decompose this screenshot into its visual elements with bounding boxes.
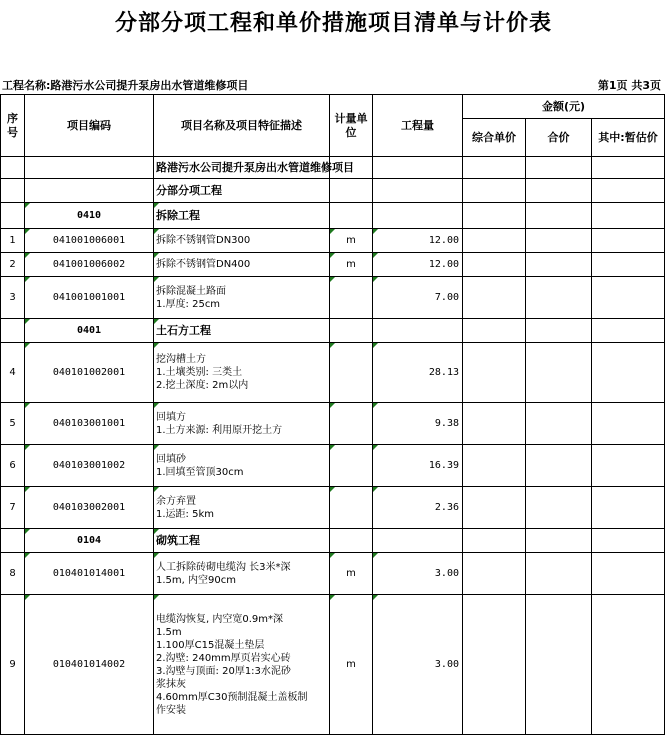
comment-marker-icon (330, 595, 335, 600)
cell-unit-price (463, 203, 526, 229)
comment-marker-icon (154, 529, 159, 534)
description-line: 土石方工程 (156, 324, 211, 337)
cell-total (526, 179, 592, 203)
cell-description (154, 253, 330, 277)
cell-total (526, 487, 592, 529)
description-line: 3.沟壁与顶面: 20厚1:3水泥砂 (156, 665, 291, 677)
table-row (1, 445, 665, 487)
item-code: 040103001001 (52, 418, 126, 429)
cell-code (25, 253, 154, 277)
item-code: 040101002001 (52, 367, 126, 378)
cell-description (154, 179, 330, 203)
cell-unit-price (463, 595, 526, 735)
cell-unit (330, 343, 373, 403)
cell-total (526, 403, 592, 445)
cell-total (526, 229, 592, 253)
table-row (1, 253, 665, 277)
cell-unit (330, 179, 373, 203)
description-line: 2.挖土深度: 2m以内 (156, 380, 249, 391)
comment-marker-icon (373, 343, 378, 348)
cell-seq: 7 (1, 487, 25, 529)
cell-quantity: 12.00 (373, 229, 463, 253)
cell-seq: 4 (1, 343, 25, 403)
cell-total (526, 253, 592, 277)
comment-marker-icon (154, 203, 159, 208)
comment-marker-icon (330, 487, 335, 492)
comment-marker-icon (330, 229, 335, 234)
cell-unit-price (463, 553, 526, 595)
cell-quantity: 3.00 (373, 553, 463, 595)
description-line: 回填方 (156, 411, 186, 423)
description-line: 1.回填至管顶30cm (156, 466, 244, 478)
table-row (1, 529, 665, 553)
comment-marker-icon (25, 229, 30, 234)
cell-provisional (592, 403, 665, 445)
cell-unit-price (463, 229, 526, 253)
cell-quantity (373, 179, 463, 203)
comment-marker-icon (25, 487, 30, 492)
comment-marker-icon (154, 553, 159, 558)
description-line: 1.土方来源: 利用原开挖土方 (156, 424, 283, 436)
cell-quantity: 16.39 (373, 445, 463, 487)
table-row (1, 319, 665, 343)
comment-marker-icon (154, 403, 159, 408)
item-code: 041001006001 (52, 235, 126, 246)
cell-unit-price (463, 157, 526, 179)
comment-marker-icon (373, 229, 378, 234)
cell-unit-price (463, 179, 526, 203)
header-unit-price: 综合单价 (463, 119, 526, 157)
cell-description (154, 487, 330, 529)
cell-provisional (592, 229, 665, 253)
cell-unit (330, 403, 373, 445)
description-line: 作安装 (156, 704, 186, 716)
table-row (1, 553, 665, 595)
cell-provisional (592, 179, 665, 203)
cell-provisional (592, 553, 665, 595)
cell-seq (1, 319, 25, 343)
cell-quantity: 3.00 (373, 595, 463, 735)
cell-seq (1, 203, 25, 229)
description-line: 电缆沟恢复, 内空宽0.9m*深 (156, 613, 284, 625)
cell-description (154, 403, 330, 445)
header-amount: 金额(元) (463, 95, 665, 119)
cell-total (526, 553, 592, 595)
description-line: 1.100厚C15混凝土垫层 (156, 639, 265, 651)
cell-total (526, 445, 592, 487)
comment-marker-icon (373, 553, 378, 558)
cell-seq: 9 (1, 595, 25, 735)
cell-total (526, 277, 592, 319)
cell-code (25, 445, 154, 487)
cell-code (25, 157, 154, 179)
cell-total (526, 529, 592, 553)
cell-description (154, 203, 330, 229)
description-line: 1.5m (156, 626, 182, 638)
cell-description (154, 277, 330, 319)
cell-seq (1, 179, 25, 203)
cell-description (154, 319, 330, 343)
item-code: 0410 (76, 210, 102, 221)
cell-code (25, 179, 154, 203)
table-row (1, 595, 665, 735)
description-line: 1.厚度: 25cm (156, 298, 221, 310)
cell-unit: m (330, 553, 373, 595)
cell-quantity: 2.36 (373, 487, 463, 529)
table-row (1, 403, 665, 445)
description-line: 分部分项工程 (156, 184, 222, 197)
cell-unit (330, 203, 373, 229)
cell-total (526, 319, 592, 343)
cell-unit (330, 277, 373, 319)
header-code: 项目编码 (25, 95, 154, 157)
cell-quantity (373, 157, 463, 179)
header-provisional: 其中:暂估价 (592, 119, 665, 157)
item-code: 010401014002 (52, 659, 126, 670)
comment-marker-icon (154, 595, 159, 600)
cell-code (25, 403, 154, 445)
cell-seq: 8 (1, 553, 25, 595)
description-line: 拆除不锈钢管DN400 (156, 259, 251, 270)
header-total: 合价 (526, 119, 592, 157)
cell-seq: 6 (1, 445, 25, 487)
cell-unit: m (330, 595, 373, 735)
item-code: 0104 (76, 535, 102, 546)
cell-provisional (592, 445, 665, 487)
cell-provisional (592, 319, 665, 343)
comment-marker-icon (154, 277, 159, 282)
cell-seq (1, 529, 25, 553)
cell-quantity (373, 319, 463, 343)
cell-quantity: 9.38 (373, 403, 463, 445)
comment-marker-icon (330, 343, 335, 348)
page-title: 分部分项工程和单价措施项目清单与计价表 (114, 10, 552, 36)
comment-marker-icon (373, 277, 378, 282)
description-line: 路港污水公司提升泵房出水管道维修项目 (156, 161, 354, 174)
description-line: 拆除不锈钢管DN300 (156, 235, 251, 246)
comment-marker-icon (25, 445, 30, 450)
description-line: 4.60mm厚C30预制混凝土盖板制 (156, 691, 308, 703)
item-code: 041001006002 (52, 259, 126, 270)
cell-unit (330, 529, 373, 553)
comment-marker-icon (373, 595, 378, 600)
comment-marker-icon (330, 553, 335, 558)
table-row (1, 343, 665, 403)
comment-marker-icon (154, 487, 159, 492)
comment-marker-icon (373, 253, 378, 258)
table-row (1, 229, 665, 253)
cell-code (25, 203, 154, 229)
header-qty: 工程量 (373, 95, 463, 157)
comment-marker-icon (154, 319, 159, 324)
description-line: 1.运距: 5km (156, 508, 214, 520)
cell-unit-price (463, 529, 526, 553)
comment-marker-icon (154, 343, 159, 348)
description-line: 1.5m, 内空90cm (156, 574, 236, 586)
cell-provisional (592, 595, 665, 735)
meta-bar (0, 77, 663, 93)
comment-marker-icon (154, 229, 159, 234)
description-line: 拆除混凝土路面 (156, 285, 226, 297)
cell-code (25, 277, 154, 319)
cell-code (25, 343, 154, 403)
cell-description (154, 595, 330, 735)
cell-description (154, 229, 330, 253)
cell-unit-price (463, 487, 526, 529)
bill-table (0, 94, 665, 735)
cell-unit (330, 319, 373, 343)
description-line: 2.沟壁: 240mm厚页岩实心砖 (156, 652, 291, 664)
cell-seq: 1 (1, 229, 25, 253)
cell-provisional (592, 529, 665, 553)
cell-code (25, 529, 154, 553)
cell-unit-price (463, 403, 526, 445)
cell-seq: 5 (1, 403, 25, 445)
cell-description (154, 445, 330, 487)
cell-unit-price (463, 277, 526, 319)
cell-provisional (592, 277, 665, 319)
cell-description (154, 157, 354, 179)
cell-provisional (592, 487, 665, 529)
table-row (1, 157, 665, 179)
cell-unit-price (463, 319, 526, 343)
header-seq: 序号 (1, 95, 25, 157)
comment-marker-icon (373, 487, 378, 492)
cell-unit (330, 157, 373, 179)
cell-seq: 2 (1, 253, 25, 277)
description-line: 余方弃置 (156, 495, 196, 507)
cell-unit: m (330, 229, 373, 253)
cell-unit (330, 487, 373, 529)
description-line: 回填砂 (156, 453, 186, 465)
cell-provisional (592, 343, 665, 403)
cell-code (25, 595, 154, 735)
comment-marker-icon (25, 343, 30, 348)
table-row (1, 487, 665, 529)
comment-marker-icon (330, 253, 335, 258)
description-line: 拆除工程 (156, 209, 200, 222)
comment-marker-icon (25, 203, 30, 208)
cell-unit: m (330, 253, 373, 277)
cell-unit-price (463, 445, 526, 487)
comment-marker-icon (373, 403, 378, 408)
header-name: 项目名称及项目特征描述 (154, 95, 330, 157)
comment-marker-icon (373, 445, 378, 450)
table-row (1, 277, 665, 319)
comment-marker-icon (25, 529, 30, 534)
cell-quantity (373, 529, 463, 553)
cell-seq (1, 157, 25, 179)
comment-marker-icon (25, 595, 30, 600)
cell-description (154, 343, 330, 403)
cell-unit (330, 445, 373, 487)
project-name: 工程名称:路港污水公司提升泵房出水管道维修项目 (2, 79, 249, 92)
item-code: 040103002001 (52, 502, 126, 513)
header-unit: 计量单位 (330, 95, 373, 157)
cell-code (25, 229, 154, 253)
page-indicator: 第1页 共3页 (597, 79, 661, 92)
cell-code (25, 487, 154, 529)
cell-provisional (592, 157, 665, 179)
item-code: 0401 (76, 325, 102, 336)
cell-unit-price (463, 343, 526, 403)
comment-marker-icon (25, 277, 30, 282)
cell-total (526, 203, 592, 229)
cell-seq: 3 (1, 277, 25, 319)
comment-marker-icon (154, 253, 159, 258)
item-code: 041001001001 (52, 292, 126, 303)
comment-marker-icon (25, 253, 30, 258)
cell-quantity: 12.00 (373, 253, 463, 277)
item-code: 040103001002 (52, 460, 126, 471)
description-line: 人工拆除砖砌电缆沟 长3米*深 (156, 561, 291, 573)
description-line: 1.土壤类别: 三类土 (156, 367, 243, 378)
table-row (1, 179, 665, 203)
cell-total (526, 343, 592, 403)
comment-marker-icon (330, 445, 335, 450)
cell-provisional (592, 253, 665, 277)
comment-marker-icon (25, 319, 30, 324)
cell-code (25, 319, 154, 343)
comment-marker-icon (25, 403, 30, 408)
cell-unit-price (463, 253, 526, 277)
cell-description (154, 529, 330, 553)
cell-quantity (373, 203, 463, 229)
table-body (1, 157, 665, 735)
cell-total (526, 595, 592, 735)
table-row (1, 203, 665, 229)
cell-total (526, 157, 592, 179)
comment-marker-icon (154, 445, 159, 450)
cell-quantity: 28.13 (373, 343, 463, 403)
description-line: 砌筑工程 (156, 534, 200, 547)
description-line: 浆抹灰 (156, 678, 186, 690)
item-code: 010401014001 (52, 568, 126, 579)
cell-provisional (592, 203, 665, 229)
comment-marker-icon (330, 403, 335, 408)
cell-quantity: 7.00 (373, 277, 463, 319)
description-line: 挖沟槽土方 (156, 354, 206, 365)
cell-code (25, 553, 154, 595)
comment-marker-icon (25, 553, 30, 558)
cell-description (154, 553, 330, 595)
comment-marker-icon (330, 277, 335, 282)
